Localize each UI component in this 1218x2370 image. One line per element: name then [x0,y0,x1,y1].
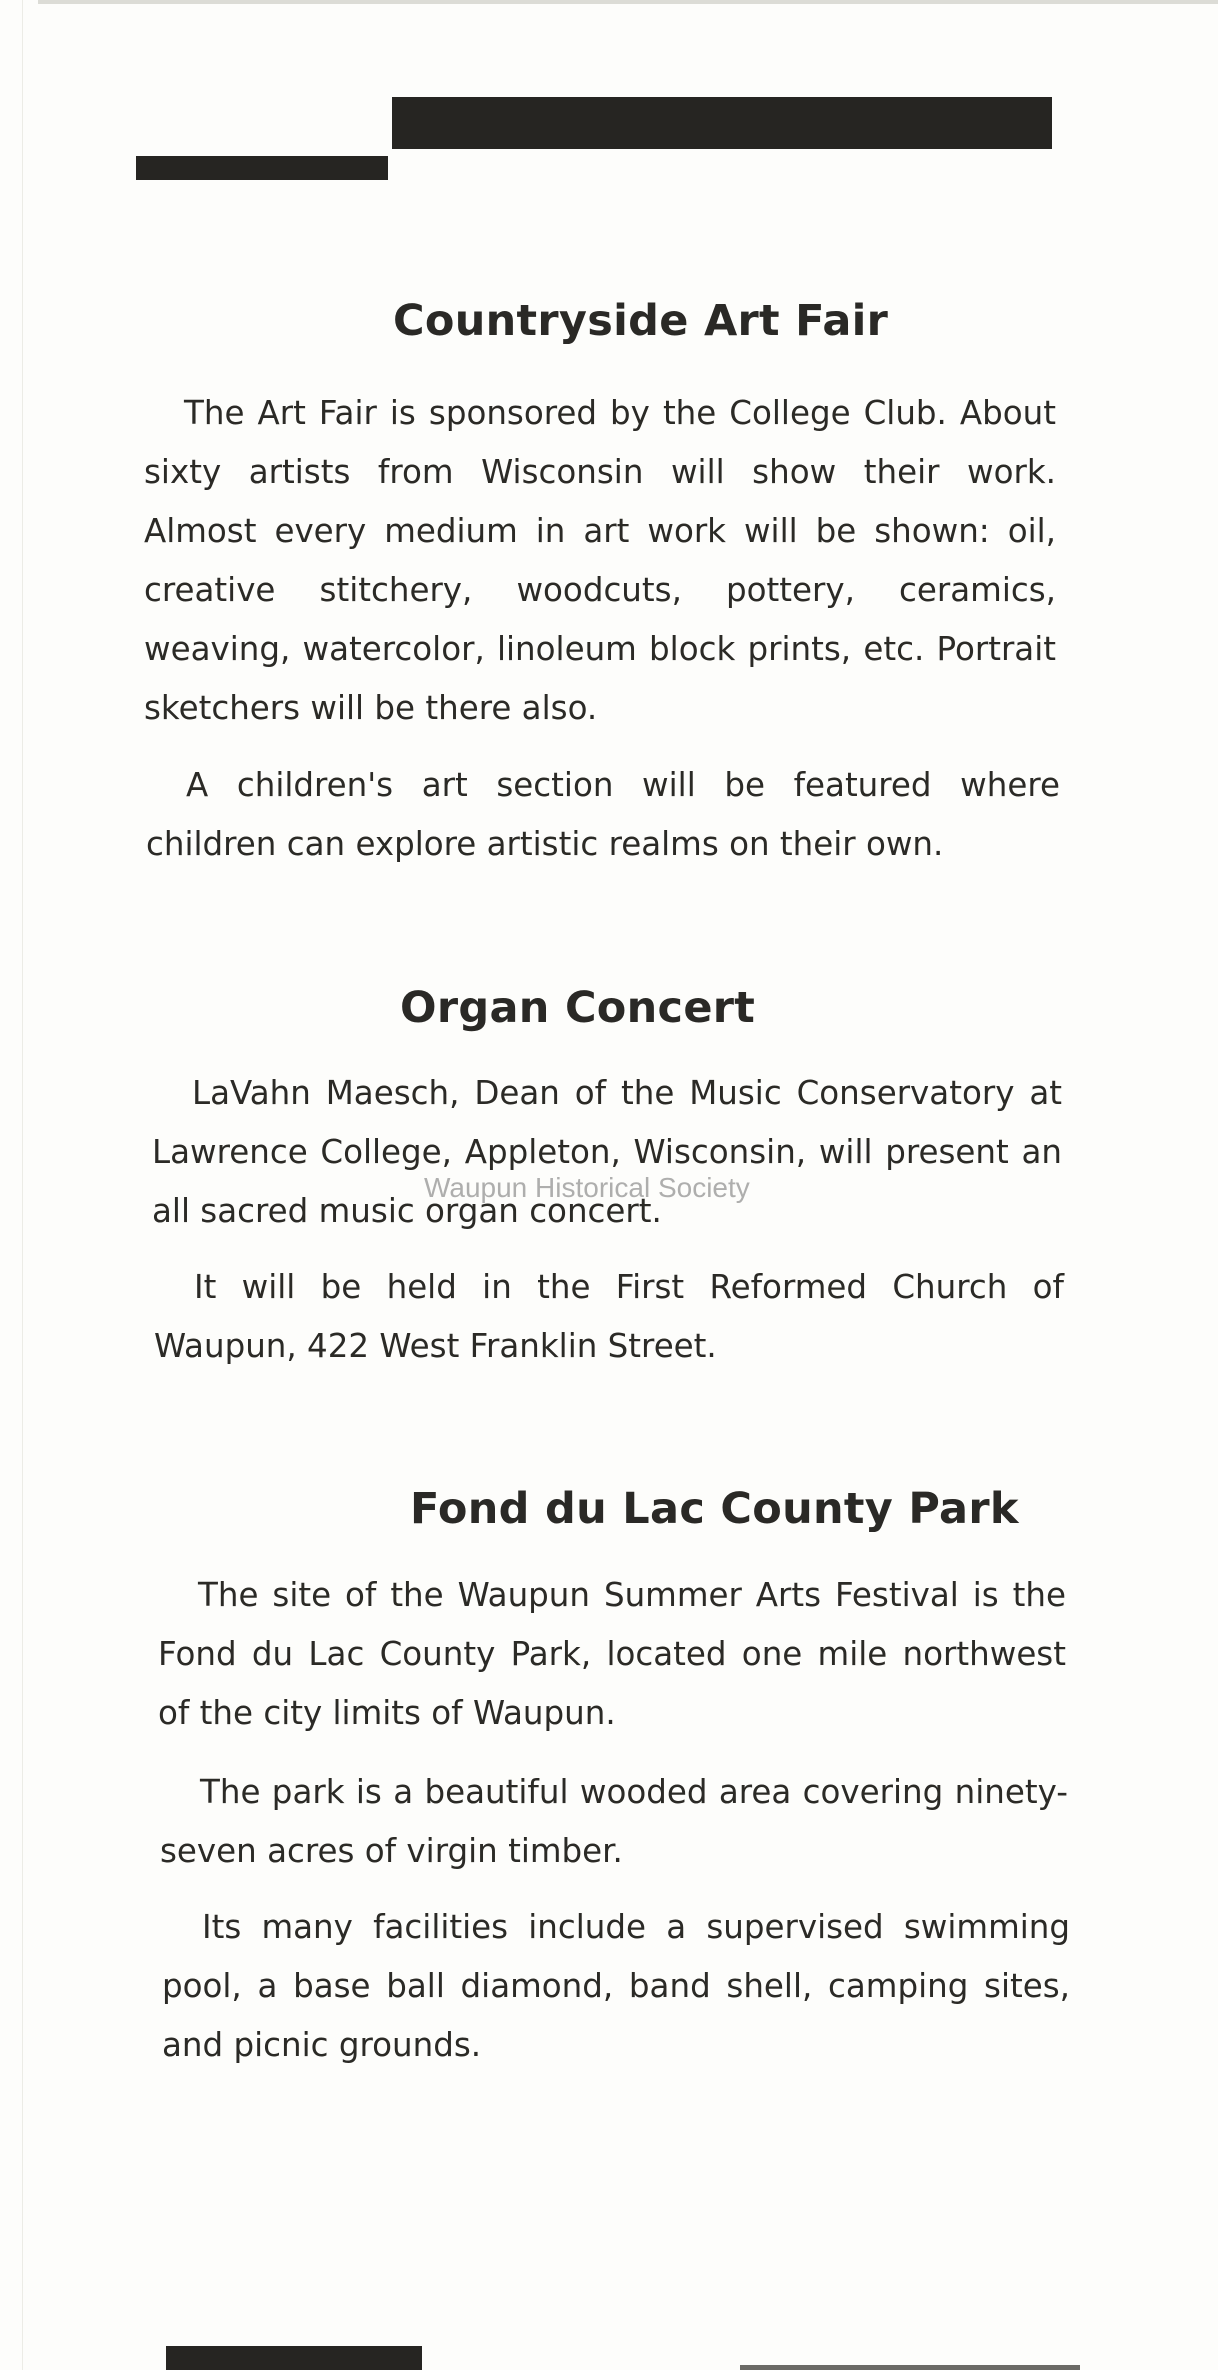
organ-concert-paragraph-1: LaVahn Maesch, Dean of the Music Conservatory at Lawrence College, Appleton, Wisconsin, will present an all sacred music organ concert. [152,1074,1062,1230]
county-park-paragraph-1: The site of the Waupun Summer Arts Festival is the Fond du Lac County Park, located one mile northwest of the city limits of Waupun. [158,1576,1066,1732]
organ-concert-heading: Organ Concert [400,983,756,1033]
county-park-paragraph-2: The park is a beautiful wooded area covering ninety-seven acres of virgin timber. [160,1773,1068,1870]
decorative-bar-top-left [136,156,388,180]
decorative-bar-bottom-right [740,2365,1080,2370]
art-fair-paragraph-2: A children's art section will be featured where children can explore artistic realms on their own. [146,766,1060,863]
page-top-edge [38,0,1218,4]
art-fair-heading: Countryside Art Fair [393,296,889,346]
county-park-heading: Fond du Lac County Park [410,1484,1019,1534]
art-fair-paragraph-1: The Art Fair is sponsored by the College Club. About sixty artists from Wisconsin will show their work. Almost every medium in art work will be shown: oil, creative stitchery, woodcuts, pottery, ceramics, weaving, watercolor, linoleum block prints, etc. Portrait sketchers will be there also. [144,394,1056,727]
county-park-paragraph-3: Its many facilities include a supervised swimming pool, a base ball diamond, band shell, camping sites, and picnic grounds. [162,1908,1070,2064]
decorative-bar-top-right [392,97,1052,149]
page-left-edge [22,0,23,2370]
organ-concert-paragraph-2: It will be held in the First Reformed Church of Waupun, 422 West Franklin Street. [154,1268,1064,1365]
decorative-bar-bottom-left [166,2346,422,2370]
watermark-text: Waupun Historical Society [424,1172,750,1203]
